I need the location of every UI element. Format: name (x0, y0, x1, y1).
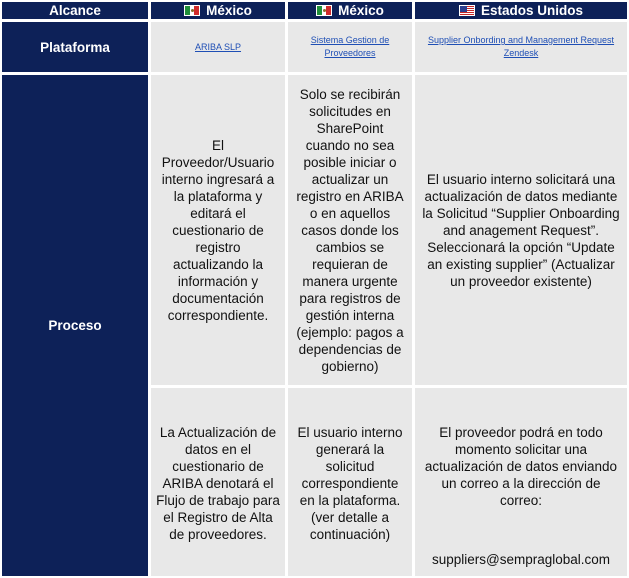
mexico-flag-icon (184, 5, 200, 16)
process-upper-mexico-2 (288, 75, 412, 385)
row-label-platform (2, 22, 148, 72)
process-lower-mexico-2 (288, 388, 412, 576)
process-upper-mexico-2-text: Solo se recibirán solicitudes en SharePoint cuando no sea posible iniciar o actualizar un registro en ARIBA o en aquellos casos donde los cambios se requieran de manera urgente para registros de gestión interna (ejemplo: pagos a dependencias de gobierno) (296, 86, 404, 374)
process-upper-mexico-1-text: El Proveedor/Usuario interno ingresará a la plataforma y editará el cuestionario de registro actualizando la información y documentación correspondiente. (161, 137, 275, 323)
process-lower-usa-text: El proveedor podrá en todo momento solicitar una actualización de datos enviando un correo a la dirección de correo: (424, 425, 618, 508)
process-lower-mexico-1 (151, 388, 285, 576)
ariba-slp-link[interactable]: ARIBA SLP (194, 41, 242, 52)
process-upper-usa-text: El usuario interno solicitará una actualización de datos mediante la Solicitud “Supplier Onboarding and anagement Request”. Seleccionará la opción “Update an existing supplier” (Actualizar un proveedor existente) (422, 171, 620, 289)
platform-label: Plataforma (40, 39, 110, 55)
process-lower-mexico-2-text: El usuario interno generará la solicitud correspondiente en la plataforma. (ver detalle a continuación) (297, 425, 403, 542)
scope-comparison-table (2, 2, 627, 576)
header-scope-label: Alcance (49, 3, 101, 18)
platform-mexico-2 (288, 22, 412, 72)
process-lower-usa (415, 388, 627, 576)
sistema-gestion-proveedores-link[interactable]: Sistema Gestion de Proveedores (310, 35, 390, 58)
header-scope (2, 2, 148, 19)
header-mexico-2-label: México (338, 3, 384, 18)
supplier-email-address: suppliers@sempraglobal.com (431, 552, 611, 567)
header-mexico-2 (288, 2, 412, 19)
zendesk-request-link[interactable]: Supplier Onbording and Management Request Zendesk (427, 35, 615, 58)
usa-flag-icon (459, 5, 475, 16)
platform-usa (415, 22, 627, 72)
mexico-flag-icon (316, 5, 332, 16)
header-usa-label: Estados Unidos (480, 3, 583, 18)
platform-mexico-1 (151, 22, 285, 72)
process-upper-mexico-1 (151, 75, 285, 385)
header-usa (415, 2, 627, 19)
header-mexico-1-label: México (206, 3, 252, 18)
row-label-process (2, 75, 148, 576)
process-upper-usa (415, 75, 627, 385)
header-mexico-1 (151, 2, 285, 19)
process-label: Proceso (48, 318, 102, 333)
process-lower-mexico-1-text: La Actualización de datos en el cuestionario de ARIBA denotará el Flujo de trabajo para el Registro de Alta de proveedores. (156, 425, 280, 542)
